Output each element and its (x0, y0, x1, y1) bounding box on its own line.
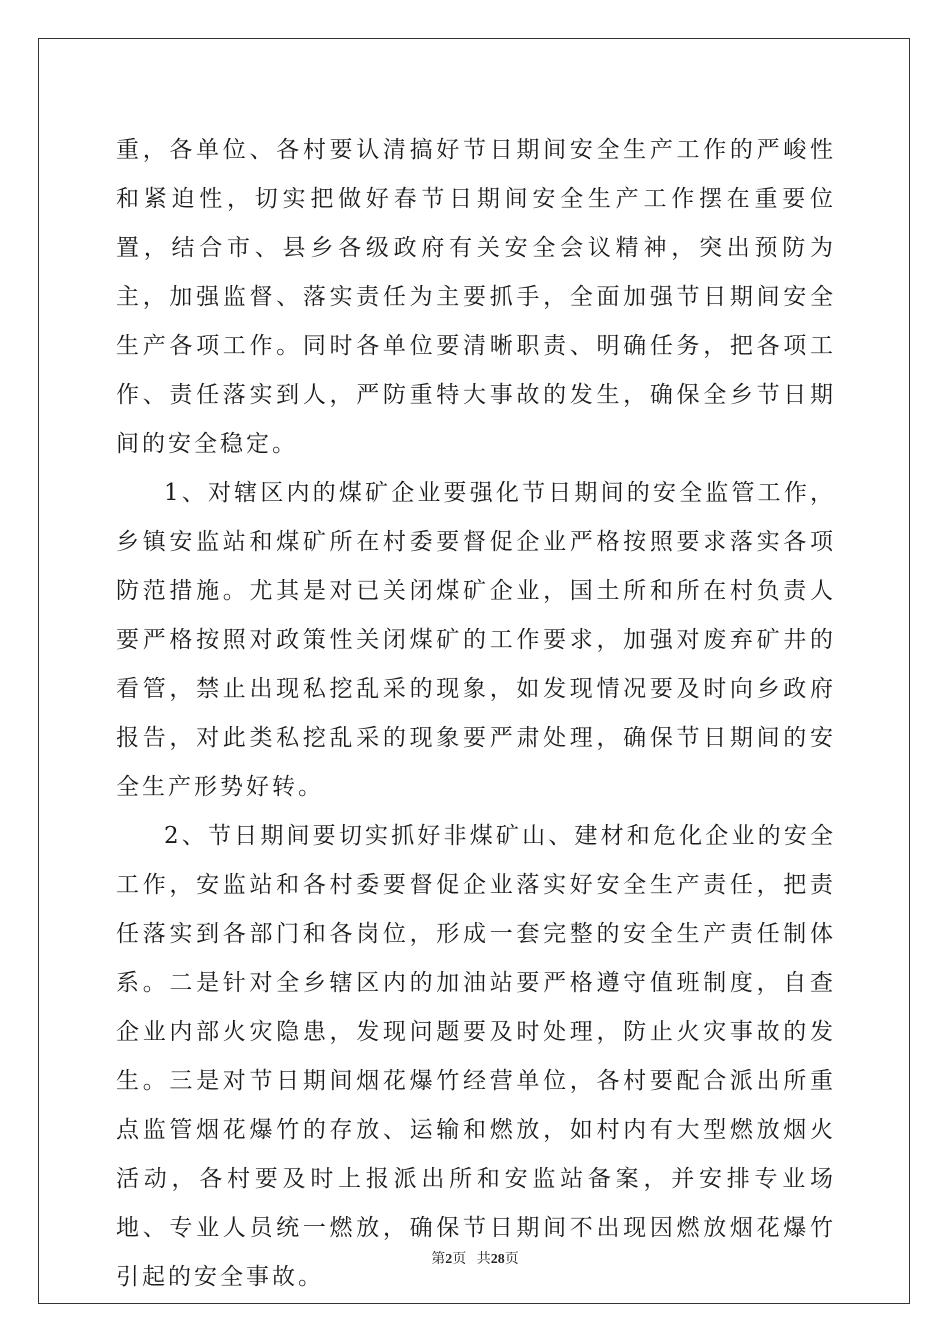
current-page-number: 2 (445, 1252, 453, 1267)
page-footer (0, 1248, 950, 1268)
paragraph-item-2: 2、节日期间要切实抓好非煤矿山、建材和危化企业的安全工作，安监站和各村委要督促企业落实好安全生产责任，把责任落实到各部门和各岗位，形成一套完整的安全生产责任制体系。二是针对全乡辖区内的加油站要严格遵守值班制度，自查企业内部火灾隐患，发现问题要及时处理，防止火灾事故的发生。三是对节日期间烟花爆竹经营单位，各村要配合派出所重点监管烟花爆竹的存放、运输和燃放，如村内有大型燃放烟火活动，各村要及时上报派出所和安监站备案，并安排专业场地、专业人员统一燃放，确保节日期间不出现因燃放烟花爆竹引起的安全事故。 (116, 823, 836, 1290)
paragraph-continuation: 重，各单位、各村要认清搞好节日期间安全生产工作的严峻性和紧迫性，切实把做好春节日期间安全生产工作摆在重要位置，结合市、县乡各级政府有关安全会议精神，突出预防为主，加强监督、落实责任为主要抓手，全面加强节日期间安全生产各项工作。同时各单位要清晰职责、明确任务，把各项工作、责任落实到人，严防重特大事故的发生，确保全乡节日期间的安全稳定。 (116, 137, 836, 457)
total-page-count: 28 (490, 1252, 505, 1267)
footer-total-suffix: 页 (504, 1252, 519, 1267)
document-body (116, 126, 836, 1302)
footer-page-suffix: 页 (452, 1252, 467, 1267)
footer-total-prefix: 共 (476, 1252, 491, 1267)
footer-prefix: 第 (431, 1252, 446, 1267)
paragraph-item-1: 1、对辖区内的煤矿企业要强化节日期间的安全监管工作，乡镇安监站和煤矿所在村委要督促企业严格按照要求落实各项防范措施。尤其是对已关闭煤矿企业，国土所和所在村负责人要严格按照对政策性关闭煤矿的工作要求，加强对废弃矿井的看管，禁止出现私挖乱采的现象，如发现情况要及时向乡政府报告，对此类私挖乱采的现象要严肃处理，确保节日期间的安全生产形势好转。 (116, 480, 836, 800)
